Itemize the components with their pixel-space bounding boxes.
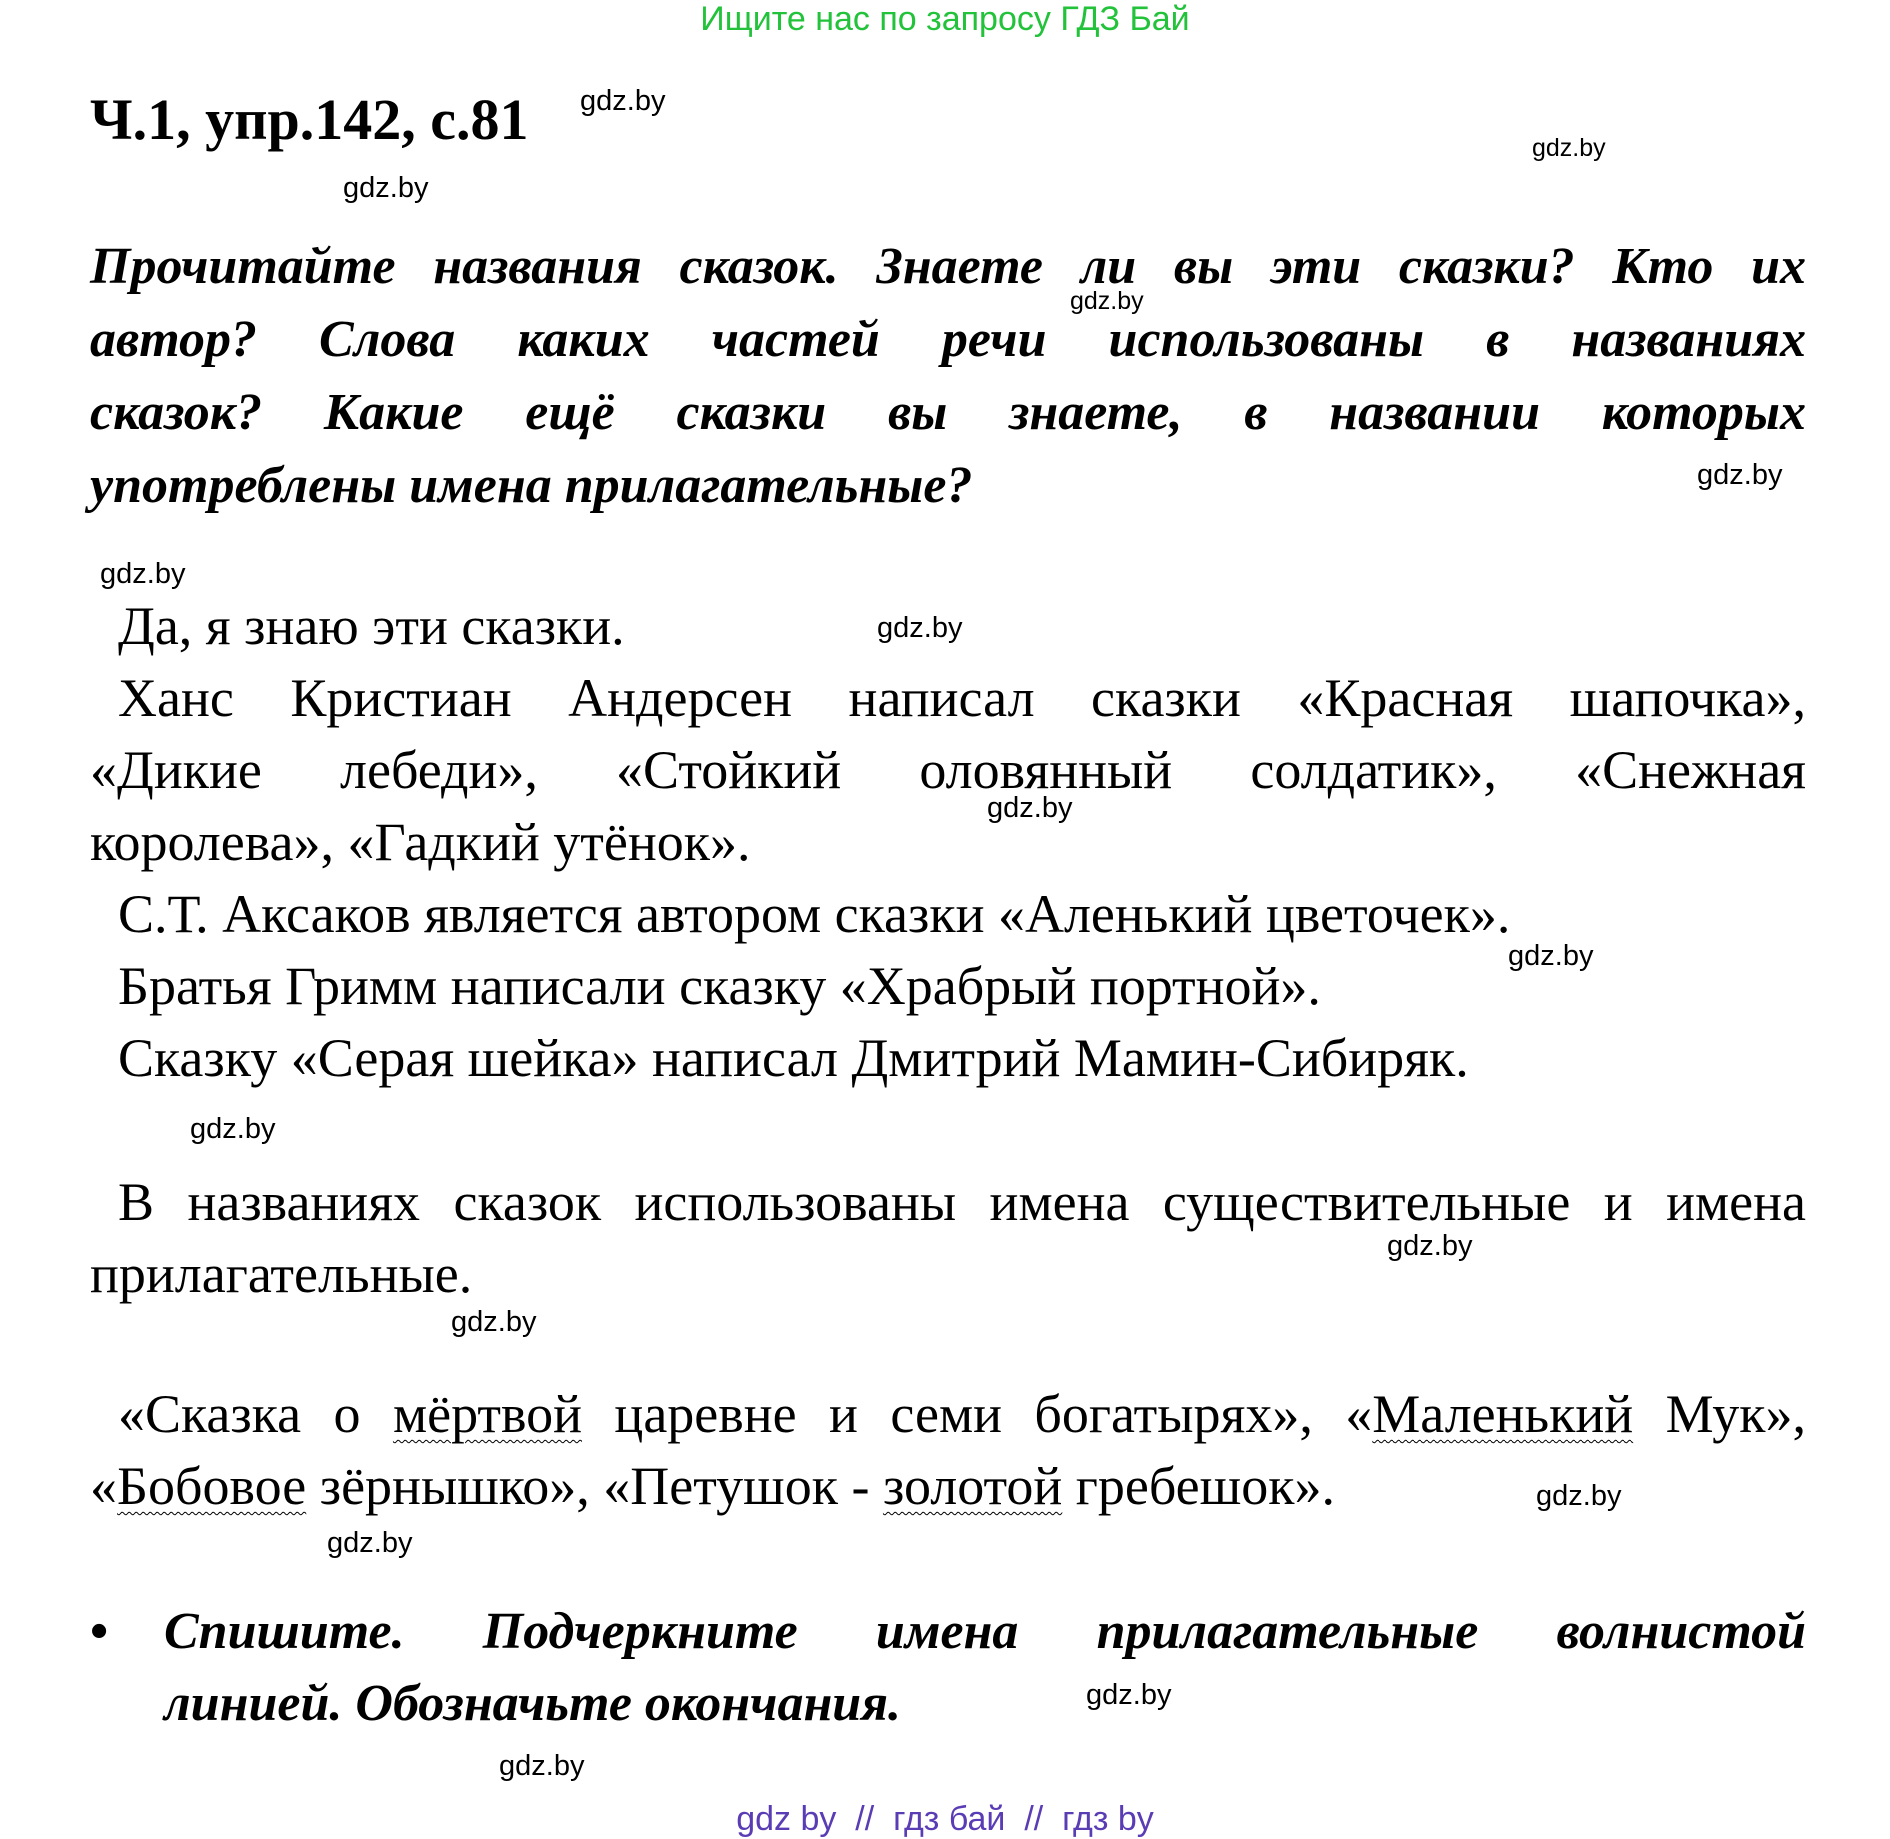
answer-line: В названиях сказок использованы имена существительные и имена xyxy=(118,1172,1806,1232)
task-text xyxy=(90,230,1806,522)
text-fragment: царевне и семи богатырях», « xyxy=(582,1384,1373,1444)
watermark: gdz.by xyxy=(343,172,429,204)
watermark: gdz.by xyxy=(190,1113,276,1145)
watermark: gdz.by xyxy=(877,612,963,644)
answer-line: королева», «Гадкий утёнок». xyxy=(90,812,751,872)
exercise-heading: Ч.1, упр.142, с.81 xyxy=(90,87,529,152)
text-fragment: зёрнышко», «Петушок - xyxy=(306,1456,883,1516)
bullet-task xyxy=(90,1596,1806,1740)
top-banner: Ищите нас по запросу ГДЗ Бай xyxy=(700,0,1190,38)
adjective-underlined: золотой xyxy=(882,1456,1063,1516)
watermark: gdz.by xyxy=(327,1527,413,1559)
answer-parts-of-speech xyxy=(90,1166,1806,1310)
watermark: gdz.by xyxy=(1697,459,1783,491)
bullet-task-text xyxy=(164,1596,1806,1740)
watermark: gdz.by xyxy=(1536,1480,1622,1512)
task-line: употреблены имена прилагательные? xyxy=(90,457,973,514)
watermark: gdz.by xyxy=(1070,287,1144,315)
answer-line xyxy=(90,1378,1806,1450)
bullet-icon: • xyxy=(90,1603,109,1660)
task-line: сказок? Какие ещё сказки вы знаете, в названии которых xyxy=(90,384,1806,441)
answer-line: прилагательные. xyxy=(90,1244,473,1304)
answer-line: Да, я знаю эти сказки. xyxy=(118,596,625,656)
answer-line: Сказку «Серая шейка» написал Дмитрий Мамин-Сибиряк. xyxy=(118,1028,1469,1088)
task-line: автор? Слова каких частей речи использованы в названиях xyxy=(90,311,1806,368)
watermark: gdz.by xyxy=(1532,134,1606,162)
footer-banner: gdz by // гдз бай // гдз by xyxy=(736,1800,1154,1838)
answer-line: «Дикие лебеди», «Стойкий оловянный солдатик», «Снежная xyxy=(90,740,1806,800)
adjective-underlined: Бобовое xyxy=(117,1456,307,1516)
text-fragment: «Сказка о xyxy=(118,1384,393,1444)
watermark: gdz.by xyxy=(1086,1679,1172,1711)
adjective-underlined: мёртвой xyxy=(392,1384,583,1444)
answer-authors xyxy=(90,590,1806,1094)
watermark: gdz.by xyxy=(987,792,1073,824)
watermark: gdz.by xyxy=(451,1306,537,1338)
text-fragment: Мук», xyxy=(1633,1384,1807,1444)
bullet-task-line: Спишите. Подчеркните имена прилагательные волнистой xyxy=(164,1603,1806,1660)
adjective-underlined: Маленький xyxy=(1372,1384,1634,1444)
bullet-task-line: линией. Обозначьте окончания. xyxy=(164,1675,902,1732)
watermark: gdz.by xyxy=(1387,1230,1473,1262)
answer-line: Братья Гримм написали сказку «Храбрый портной». xyxy=(118,956,1321,1016)
task-line: Прочитайте названия сказок. Знаете ли вы эти сказки? Кто их xyxy=(90,238,1806,295)
text-fragment: « xyxy=(90,1456,117,1516)
watermark: gdz.by xyxy=(100,558,186,590)
watermark: gdz.by xyxy=(499,1750,585,1782)
text-fragment: гребешок». xyxy=(1062,1456,1335,1516)
watermark: gdz.by xyxy=(580,85,666,117)
watermark: gdz.by xyxy=(1508,940,1594,972)
answer-line: С.Т. Аксаков является автором сказки «Аленький цветочек». xyxy=(118,884,1511,944)
answer-line: Ханс Кристиан Андерсен написал сказки «Красная шапочка», xyxy=(118,668,1806,728)
